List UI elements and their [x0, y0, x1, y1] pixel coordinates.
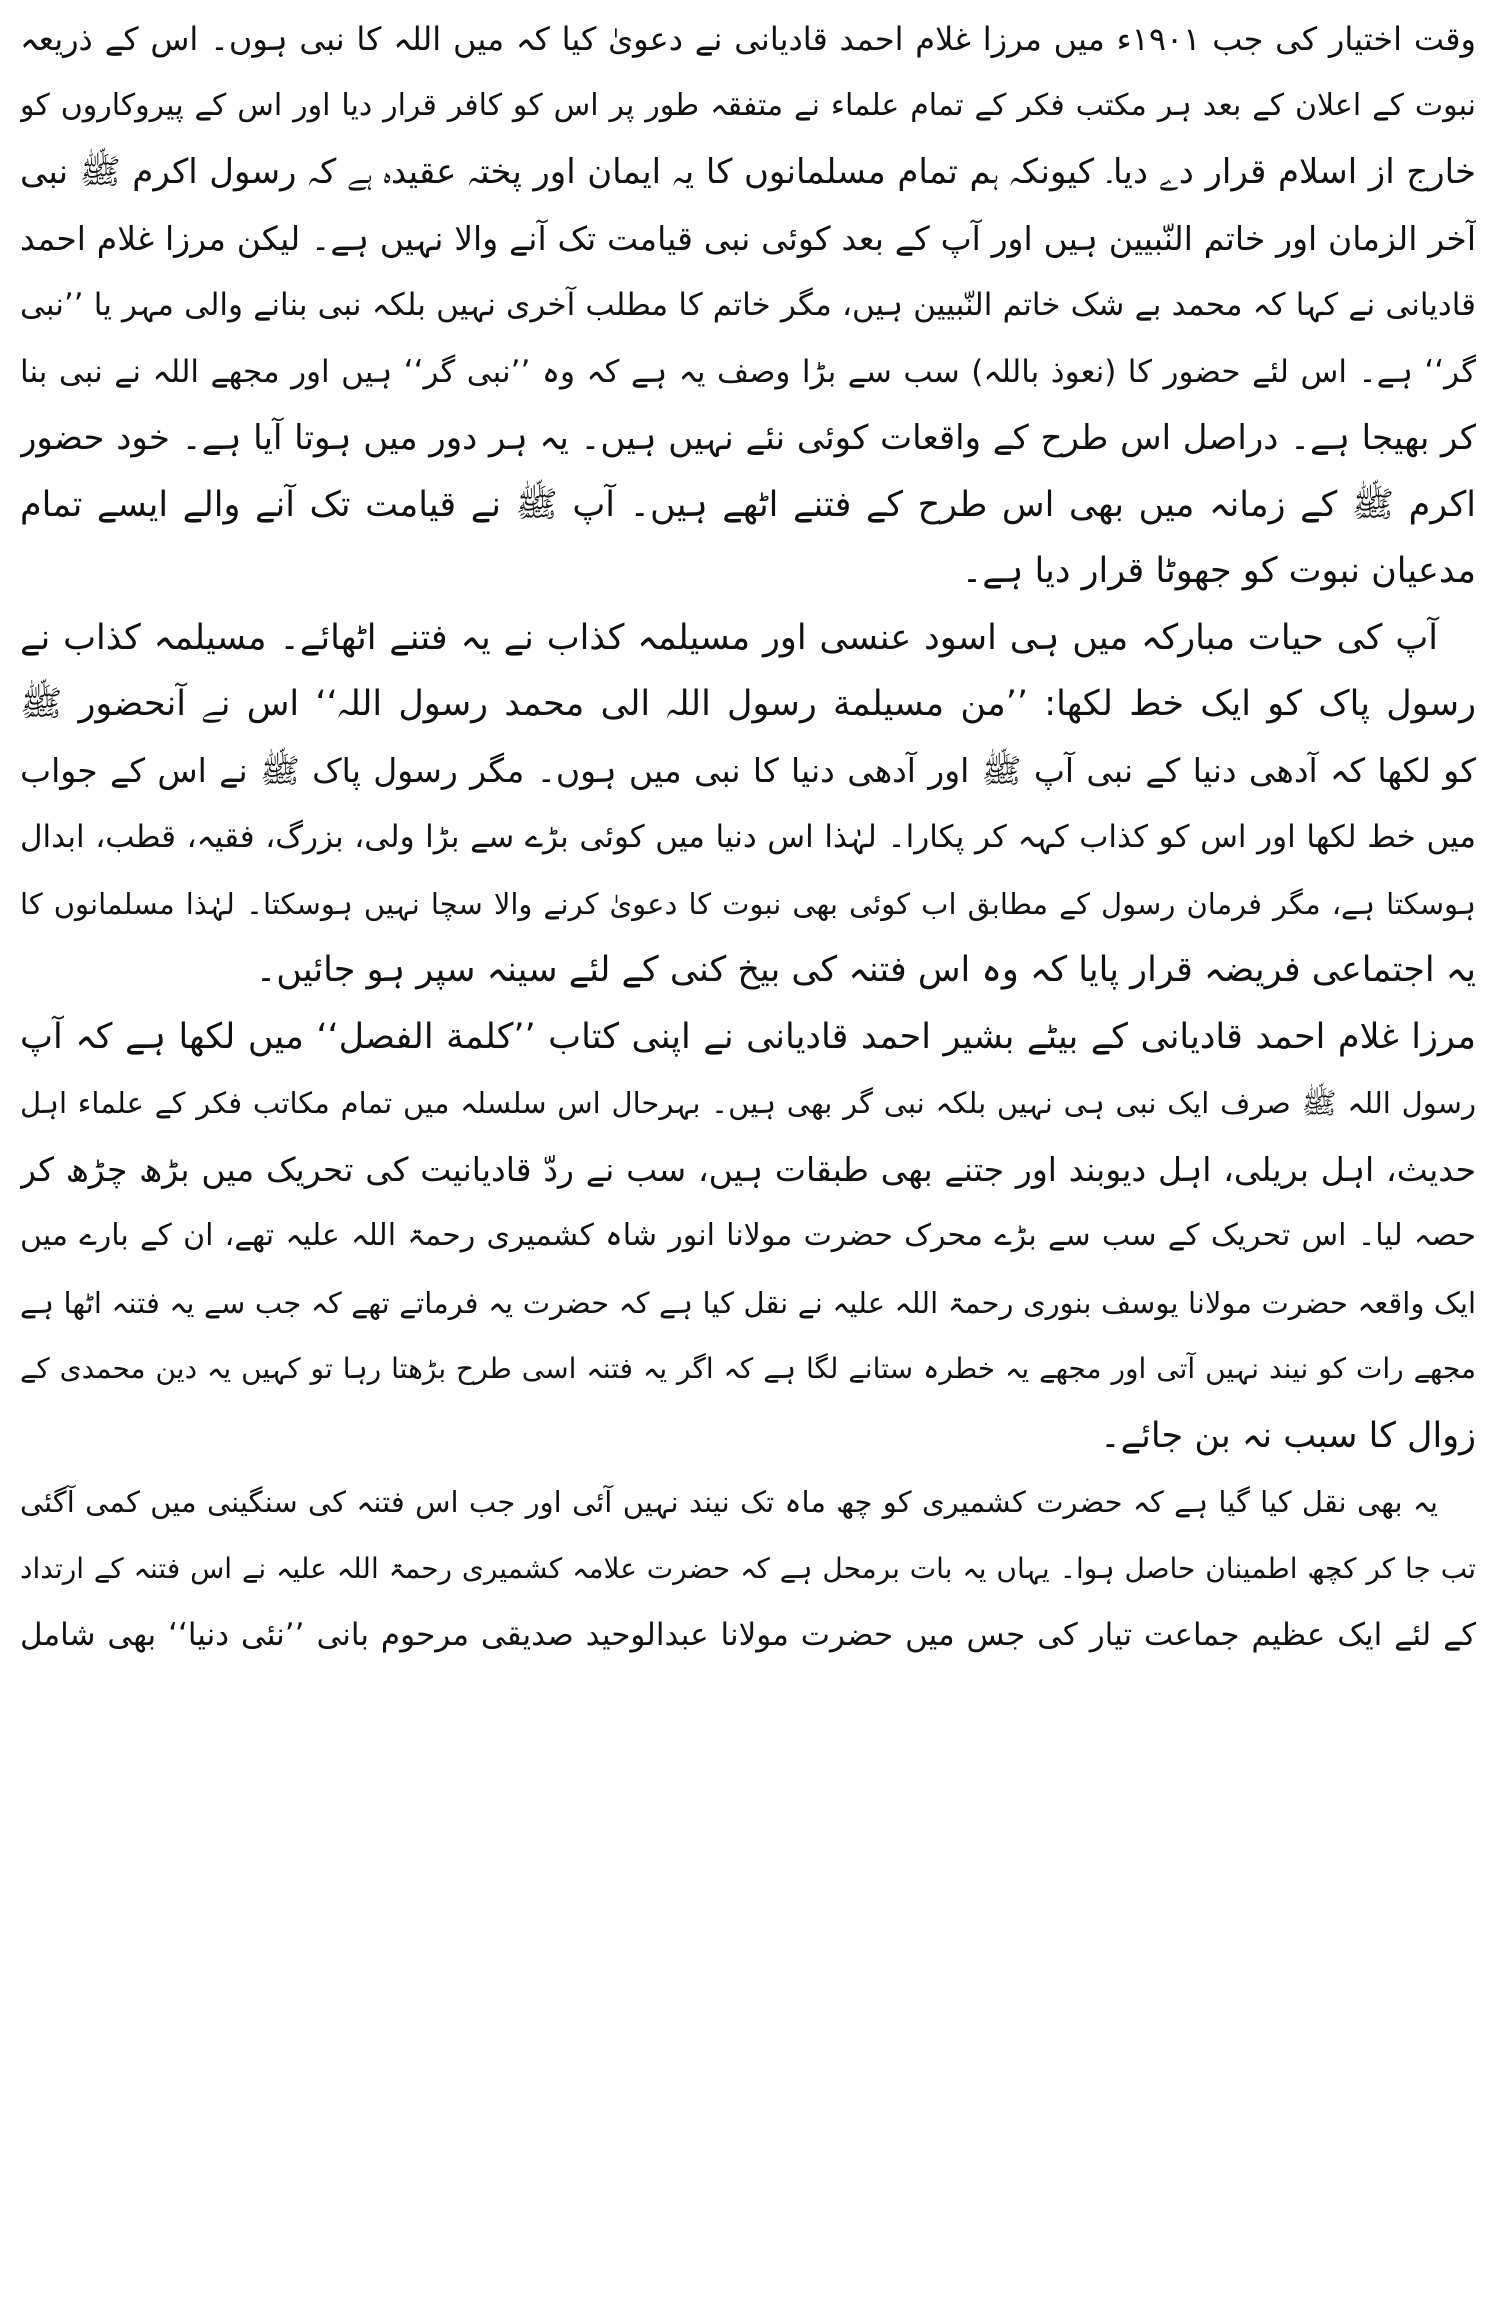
text-line: مدعیان نبوت کو جھوٹا قرار دیا ہے۔ — [961, 551, 1476, 591]
text-line: تب جا کر کچھ اطمینان حاصل ہوا۔ یہاں یہ بات برمحل ہے کہ حضرت علامہ کشمیری رحمۃ اللہ علیہ نے اس فتنہ کے ارتداد — [20, 1551, 1476, 1585]
text-line: یہ بھی نقل کیا گیا ہے کہ حضرت کشمیری کو چھ ماہ تک نیند نہیں آئی اور جب اس فتنہ کی سنگینی میں کمی آگئی — [20, 1485, 1438, 1519]
text-line: کو لکھا کہ آدھی دنیا کے نبی آپ ﷺ اور آدھی دنیا کا نبی میں ہوں۔ مگر رسول پاک ﷺ نے اس کے جواب — [20, 750, 1476, 790]
text-line: کے لئے ایک عظیم جماعت تیار کی جس میں حضرت مولانا عبدالوحید صدیقی مرحوم بانی ’’نئی دنیا‘‘ بھی شامل — [20, 1617, 1476, 1653]
text-line: قادیانی نے کہا کہ محمد بے شک خاتم النّبیین ہیں، مگر خاتم کا مطلب آخری نہیں بلکہ نبی بنانے والی مہر یا ’’نبی — [20, 287, 1476, 323]
text-line: نبوت کے اعلان کے بعد ہر مکتب فکر کے تمام علماء نے متفقہ طور پر اس کو کافر قرار دیا اور اس کے پیروکاروں کو — [20, 87, 1476, 123]
text-line: رسول اللہ ﷺ صرف ایک نبی ہی نہیں بلکہ نبی گر بھی ہیں۔ بہرحال اس سلسلہ میں تمام مکاتب فکر کے علماء اہل — [20, 1086, 1476, 1120]
paragraph-3 — [20, 1004, 1476, 1470]
text-line: حدیث، اہل بریلی، اہل دیوبند اور جتنے بھی طبقات ہیں، سب نے ردّ قادیانیت کی تحریک میں بڑھ چڑھ کر — [20, 1149, 1476, 1189]
text-line: ہوسکتا ہے، مگر فرمان رسول کے مطابق اب کوئی بھی نبوت کا دعویٰ کرنے والا سچا نہیں ہوسکتا۔ لہٰذا مسلمانوں کا — [20, 886, 1476, 921]
text-line: مرزا غلام احمد قادیانی کے بیٹے بشیر احمد قادیانی نے اپنی کتاب ’’کلمة الفصل‘‘ میں لکھا ہے کہ آپ — [20, 1016, 1476, 1057]
text-line: حصہ لیا۔ اس تحریک کے سب سے بڑے محرک حضرت مولانا انور شاہ کشمیری رحمۃ اللہ علیہ تھے، ان کے بارے میں — [20, 1218, 1476, 1253]
text-line: اکرم ﷺ کے زمانہ میں بھی اس طرح کے فتنے اٹھے ہیں۔ آپ ﷺ نے قیامت تک آنے والے ایسے تمام — [20, 484, 1476, 525]
paragraph-2 — [20, 605, 1476, 1004]
paragraph-4 — [20, 1469, 1476, 1669]
text-line: آخر الزمان اور خاتم النّبیین ہیں اور آپ کے بعد کوئی نبی قیامت تک آنے والا نہیں ہے۔ لیکن مرزا غلام احمد — [20, 218, 1476, 258]
text-line: زوال کا سبب نہ بن جائے۔ — [1100, 1415, 1476, 1456]
paragraph-1 — [20, 6, 1476, 605]
text-line: خارج از اسلام قرار دے دیا۔ کیونکہ ہم تمام مسلمانوں کا یہ ایمان اور پختہ عقیدہ ہے کہ رسول اکرم ﷺ نبی — [20, 152, 1476, 192]
text-line: آپ کی حیات مبارکہ میں ہی اسود عنسی اور مسیلمہ کذاب نے یہ فتنے اٹھائے۔ مسیلمہ کذاب نے — [20, 617, 1438, 658]
text-line: کر بھیجا ہے۔ دراصل اس طرح کے واقعات کوئی نئے نہیں ہیں۔ یہ ہر دور میں ہوتا آیا ہے۔ خود حضور — [20, 418, 1476, 458]
text-line: وقت اختیار کی جب ۱۹۰۱ء میں مرزا غلام احمد قادیانی نے دعویٰ کیا کہ میں اللہ کا نبی ہوں۔ اس کے ذریعہ — [20, 20, 1476, 58]
text-line: یہ اجتماعی فریضہ قرار پایا کہ وہ اس فتنہ کی بیخ کنی کے لئے سینہ سپر ہو جائیں۔ — [255, 950, 1476, 990]
text-line: ایک واقعہ حضرت مولانا یوسف بنوری رحمۃ اللہ علیہ نے نقل کیا ہے کہ حضرت یہ فرماتے تھے کہ جب سے یہ فتنہ اٹھا ہے — [20, 1285, 1476, 1320]
text-line: رسول پاک کو ایک خط لکھا: ’’من مسیلمة رسول اللہ الی محمد رسول اللہ‘‘ اس نے آنحضور ﷺ — [20, 684, 1476, 724]
text-line: میں خط لکھا اور اس کو کذاب کہہ کر پکارا۔ لہٰذا اس دنیا میں کوئی بڑے سے بڑا ولی، بزرگ، فقیہ، قطب، ابدال — [20, 819, 1476, 855]
text-line: گر‘‘ ہے۔ اس لئے حضور کا (نعوذ باللہ) سب سے بڑا وصف یہ ہے کہ وہ ’’نبی گر‘‘ ہیں اور مجھے اللہ نے نبی بنا — [20, 353, 1476, 390]
text-line: مجھے رات کو نیند نہیں آتی اور مجھے یہ خطرہ ستانے لگا ہے کہ اگر یہ فتنہ اسی طرح بڑھتا رہا تو کہیں یہ دین محمدی کے — [20, 1352, 1476, 1385]
